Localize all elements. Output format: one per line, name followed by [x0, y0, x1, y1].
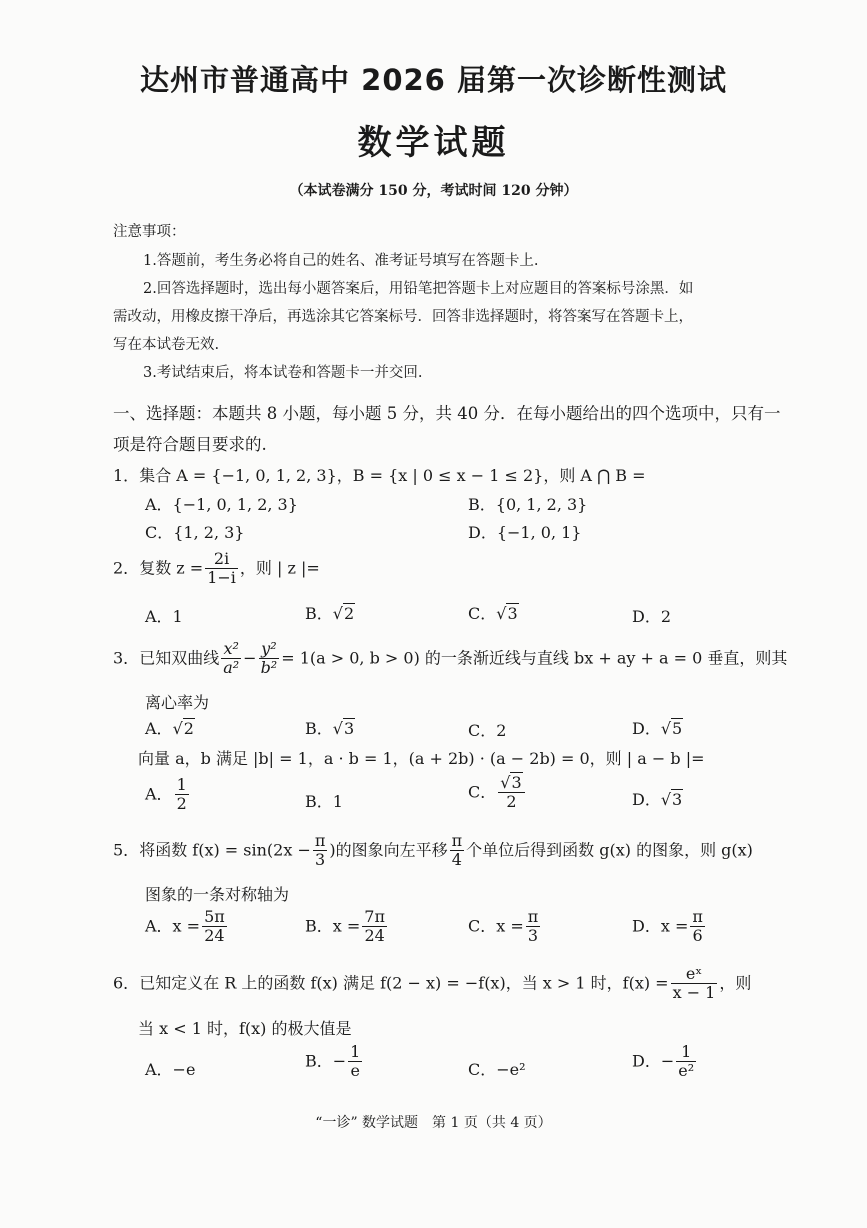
fraction: $\frac{2i}{1-i}$: [207, 549, 236, 588]
q6-stem-line-2: 当 x < 1 时，f(x) 的极大值是: [138, 1019, 352, 1038]
q6-option-a: A．−e: [145, 1060, 196, 1079]
q4-option-a: A． $\frac{1}{2}$: [145, 775, 187, 814]
q2-option-b: B．√2: [305, 604, 355, 623]
question-5: 5．将函数 f(x) = sin(2x − $\frac{\pi}{3}$ )的图象向左平移 $\frac{\pi}{4}$ 个单位后得到函数 g(x) 的图象，则 g(x): [113, 831, 753, 870]
q4-option-d: D．√3: [632, 790, 683, 809]
fraction: $\frac{1}{2}$: [176, 775, 187, 814]
q5-stem-line-2: 图象的一条对称轴为: [145, 885, 290, 904]
fraction: $\frac{\text{eˣ}}{x - 1}$: [672, 964, 716, 1003]
sqrt: √3: [500, 773, 522, 792]
note-item-2-line-2: 需改动，用橡皮擦干净后，再选涂其它答案标号．回答非选择题时，将答案写在答题卡上，: [113, 309, 693, 325]
q1-option-d: D．{−1, 0, 1}: [468, 523, 582, 542]
question-stem: 集合 A = {−1, 0, 1, 2, 3}，B = {x | 0 ≤ x − 1 ≤ 2}，则 A ⋂ B =: [139, 466, 646, 485]
q6-option-b: B．− $\frac{1}{e}$: [305, 1042, 361, 1081]
question-number: 1．: [113, 466, 140, 485]
fraction: $\frac{\pi}{6}$: [692, 907, 703, 946]
q6-option-d: D．− $\frac{1}{\text{e²}}$: [632, 1042, 695, 1081]
question-3: 3．已知双曲线 $\frac{\text{x²}}{\text{a²}}$ − $\frac{\text{y²}}{\text{b²}}$ = 1(a > 0, b > 0) 的一条渐近线与直线 bx + ay + a = 0 垂直，则其: [113, 639, 788, 678]
q2-option-c: C．√3: [468, 604, 518, 623]
q5-option-b: B．x = $\frac{7\pi}{24}$: [305, 907, 385, 946]
question-2: 2．复数 z = $\frac{2i}{1-i}$ ，则 | z |=: [113, 549, 320, 588]
page-footer: “一诊” 数学试题 第 1 页（共 4 页）: [315, 1115, 552, 1131]
subject-title: 数学试题: [357, 123, 510, 163]
sqrt: √3: [332, 719, 355, 738]
note-item-3: 3.考试结束后，将本试卷和答题卡一并交回.: [143, 365, 423, 381]
exam-title: 达州市普通高中 2026 届第一次诊断性测试: [140, 63, 727, 97]
sqrt: √2: [172, 719, 194, 738]
q6-option-c: C．−e²: [468, 1060, 526, 1079]
question-stem: 复数 z =: [139, 558, 204, 578]
fraction: $\frac{\text{y²}}{\text{b²}}$: [260, 639, 278, 678]
q2-option-a: A．1: [145, 607, 183, 626]
section-heading-line-2: 项是符合题目要求的.: [113, 435, 267, 454]
q4-option-b: B．1: [305, 792, 343, 811]
question-6: 6．已知定义在 R 上的函数 f(x) 满足 f(2 − x) = −f(x)，当 x > 1 时，f(x) = $\frac{\text{eˣ}}{x - 1}$ ，则: [113, 964, 752, 1003]
fraction: $\frac{√3}{2}$: [498, 774, 524, 812]
note-item-2-line-3: 写在本试卷无效.: [113, 337, 220, 353]
fraction: $\frac{1}{e}$: [350, 1042, 361, 1081]
fraction: $\frac{\pi}{3}$: [314, 831, 326, 870]
fraction: $\frac{5\pi}{24}$: [204, 907, 225, 946]
q3-option-a: A．√2: [145, 719, 194, 738]
q1-option-c: C．{1, 2, 3}: [145, 523, 245, 542]
question-number: 3．: [113, 648, 140, 668]
question-1: [113, 463, 646, 486]
q1-option-b: B．{0, 1, 2, 3}: [468, 495, 588, 514]
section-heading-line-1: 一、选择题：本题共 8 小题，每小题 5 分，共 40 分．在每小题给出的四个选项中，只有一: [113, 404, 781, 423]
q1-option-a: A．{−1, 0, 1, 2, 3}: [145, 495, 298, 514]
note-item-2-line-1: 2.回答选择题时，选出每小题答案后，用铅笔把答题卡上对应题目的答案标号涂黑．如: [143, 281, 694, 297]
sqrt: √2: [332, 604, 355, 623]
fraction: $\frac{\text{x²}}{\text{a²}}$: [223, 639, 240, 678]
sqrt: √3: [496, 604, 518, 623]
fraction: $\frac{\pi}{3}$: [527, 907, 539, 946]
question-number: 5．: [113, 840, 140, 860]
q3-stem-line-2: 离心率为: [145, 693, 210, 712]
question-number: 2．: [113, 558, 140, 578]
q3-option-c: C．2: [468, 721, 507, 740]
fraction: $\frac{\pi}{4}$: [451, 831, 463, 870]
q4-option-c: C． $\frac{√3}{2}$: [468, 774, 527, 812]
q5-option-a: A．x = $\frac{5\pi}{24}$: [145, 907, 225, 946]
sqrt: √5: [660, 719, 683, 738]
question-number: 6．: [113, 973, 140, 993]
q5-option-c: C．x = $\frac{\pi}{3}$: [468, 907, 539, 946]
q3-option-d: D．√5: [632, 719, 683, 738]
question-4: 向量 a，b 满足 |b| = 1，a · b = 1，(a + 2b) · (a − 2b) = 0，则 | a − b |=: [138, 749, 705, 768]
q2-option-d: D．2: [632, 607, 672, 626]
fraction: $\frac{1}{\text{e²}}$: [678, 1042, 695, 1081]
q5-option-d: D．x = $\frac{\pi}{6}$: [632, 907, 703, 946]
note-item-1: 1.答题前，考生务必将自己的姓名、准考证号填写在答题卡上.: [143, 253, 539, 269]
exam-info: （本试卷满分 150 分，考试时间 120 分钟）: [289, 183, 578, 199]
notes-heading: 注意事项：: [113, 224, 186, 240]
sqrt: √3: [660, 790, 683, 809]
q3-option-b: B．√3: [305, 719, 355, 738]
fraction: $\frac{7\pi}{24}$: [364, 907, 385, 946]
